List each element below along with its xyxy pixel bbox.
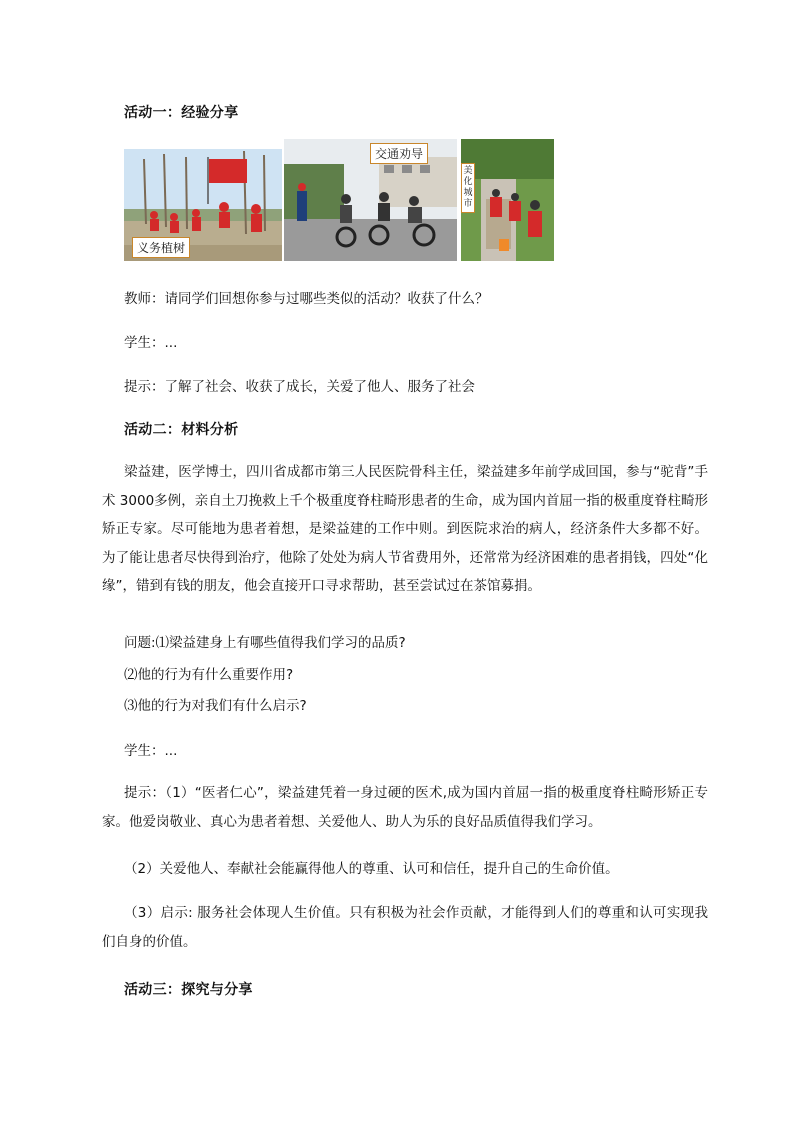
activity2-heading: 活动二：材料分析: [124, 422, 239, 438]
caption-tree-planting: 义务植树: [132, 237, 190, 258]
photo-city: [461, 139, 554, 261]
question-3: ⑶他的行为对我们有什么启示?: [124, 698, 307, 714]
student-answer-1: 学生：...: [124, 335, 178, 351]
hint-2-3: （3）启示: 服务社会体现人生价值。只有积极为社会作贡献，才能得到人们的尊重和认可实现我们自身的价值。: [102, 905, 708, 950]
caption-traffic: 交通劝导: [370, 143, 428, 164]
hint-2-1: 提示：（1）“医者仁心”，梁益建凭着一身过硬的医术,成为国内首屈一指的极重度脊柱畸形矫正专家。他爱岗敬业、真心为患者着想、关爱他人、助人为乐的良好品质值得我们学习。: [102, 785, 708, 830]
question-1: 问题:⑴梁益建身上有哪些值得我们学习的品质?: [124, 635, 406, 651]
activity1-heading: 活动一：经验分享: [124, 105, 239, 121]
hint-2-2: （2）关爱他人、奉献社会能赢得他人的尊重、认可和信任，提升自己的生命价值。: [124, 861, 619, 877]
hint-1: 提示：了解了社会、收获了成长，关爱了他人、服务了社会: [124, 379, 475, 395]
material-paragraph: 梁益建，医学博士，四川省成都市第三人民医院骨科主任，梁益建多年前学成回国，参与“驼背”手术 3000多例，亲自土刀挽救上千个极重度脊柱畸形患者的生命，成为国内首屈一指的极重度脊柱畸形矫正专家。尽可能地为患者着想，是梁益建的工作中则。到医院求治的病人，经济条件大多都不好。为了能让患者尽快得到治疗，他除了处处为病人节省费用外，还常常为经济困难的患者捐钱，四处“化缘”，错到有钱的朋友，他会直接开口寻求帮助，甚至尝试过在茶馆募捐。: [102, 464, 708, 594]
caption-city: 美化城市: [461, 163, 475, 213]
student-answer-2: 学生：...: [124, 743, 178, 759]
activity3-heading: 活动三：探究与分享: [124, 982, 253, 998]
photo-tree-planting: [124, 149, 282, 261]
teacher-question: 教师：请同学们回想你参与过哪些类似的活动？收获了什么？: [124, 291, 489, 307]
photo-traffic: [284, 139, 457, 261]
question-2: ⑵他的行为有什么重要作用?: [124, 667, 294, 683]
